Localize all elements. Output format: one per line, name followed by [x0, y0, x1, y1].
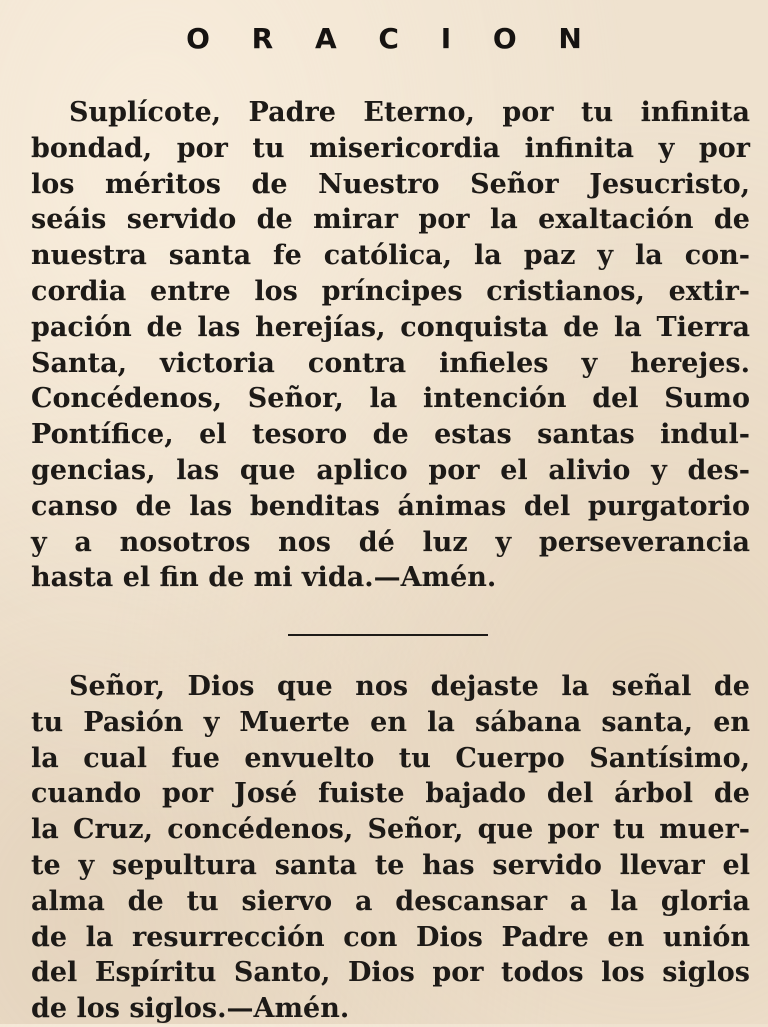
section-divider — [288, 634, 488, 636]
prayer-paragraph-1 — [31, 95, 750, 596]
text-line: del Espíritu Santo, Dios por todos los siglos — [31, 957, 750, 989]
text-line: y a nosotros nos dé luz y perseverancia — [31, 526, 750, 558]
text-line: Señor, Dios que nos dejaste la señal de — [69, 671, 750, 702]
text-line: de la resurrección con Dios Padre en unión — [31, 921, 750, 953]
text-line: la Cruz, concédenos, Señor, que por tu muer- — [31, 814, 750, 846]
text-line: tu Pasión y Muerte en la sábana santa, en — [31, 706, 750, 738]
text-line: gencias, las que aplico por el alivio y des- — [31, 454, 750, 486]
text-line: pación de las herejías, conquista de la Tierra — [31, 311, 750, 343]
text-line: Santa, victoria contra infieles y herejes. — [31, 347, 750, 379]
text-line: hasta el fin de mi vida.—Amén. — [31, 562, 497, 594]
text-line: Concédenos, Señor, la intención del Sumo — [31, 383, 750, 415]
prayer-paragraph-2 — [31, 669, 750, 1027]
text-line: te y sepultura santa te has servido llevar el — [31, 849, 750, 881]
text-line: canso de las benditas ánimas del purgatorio — [31, 490, 750, 522]
text-line: de los siglos.—Amén. — [31, 993, 350, 1025]
text-line: cordia entre los príncipes cristianos, extir- — [31, 275, 750, 307]
text-line: cuando por José fuiste bajado del árbol de — [31, 778, 750, 810]
page-title: O R A C I O N — [186, 22, 598, 55]
text-line: alma de tu siervo a descansar a la gloria — [31, 885, 750, 917]
text-line: la cual fue envuelto tu Cuerpo Santísimo, — [31, 742, 750, 774]
text-line: bondad, por tu misericordia infinita y por — [31, 132, 750, 164]
text-line: los méritos de Nuestro Señor Jesucristo, — [31, 168, 750, 200]
text-line: nuestra santa fe católica, la paz y la con- — [31, 240, 750, 272]
text-line: Suplícote, Padre Eterno, por tu infinita — [69, 97, 750, 128]
text-line: Pontífice, el tesoro de estas santas indul- — [31, 419, 750, 451]
text-line: seáis servido de mirar por la exaltación de — [31, 204, 750, 236]
